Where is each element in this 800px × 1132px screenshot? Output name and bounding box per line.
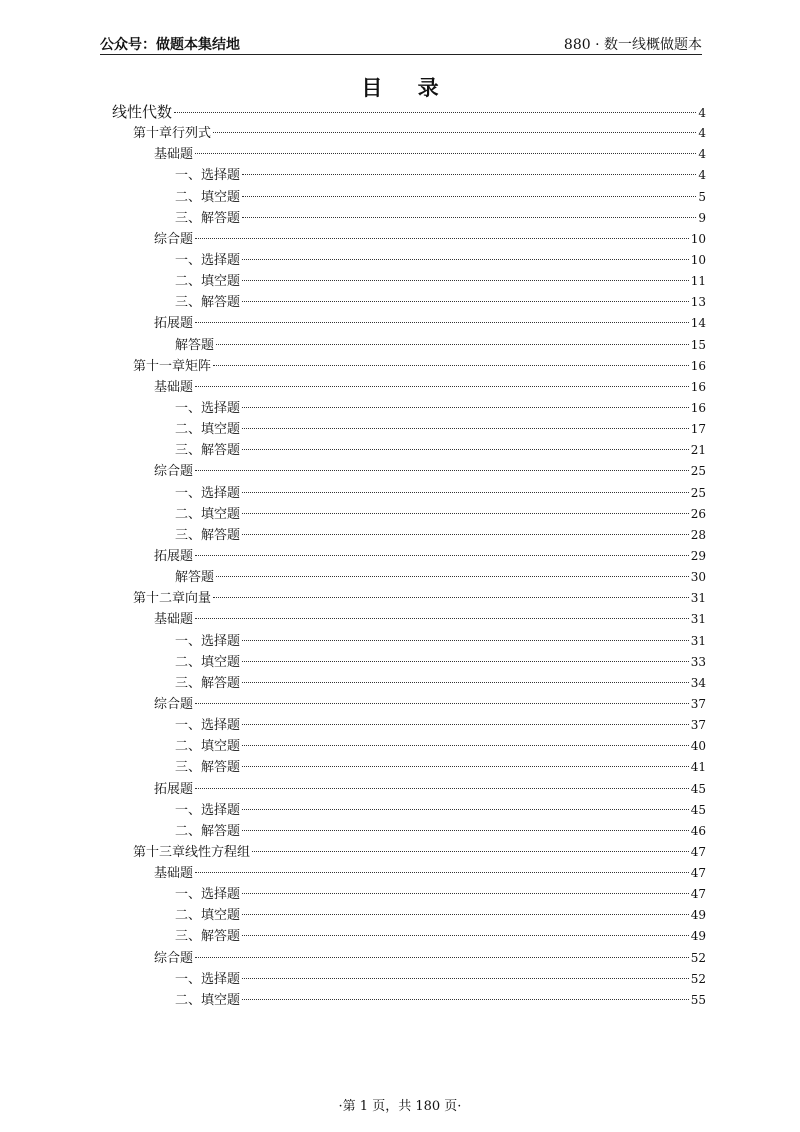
toc-entry-title: 综合题 <box>154 950 194 966</box>
toc-entry-page-number: 37 <box>690 718 706 733</box>
toc-entry-title: 二、填空题 <box>175 739 241 755</box>
dot-leader <box>195 238 689 239</box>
toc-entry[interactable] <box>112 926 706 947</box>
toc-entry-page-number: 31 <box>690 633 706 648</box>
toc-entry-page-number: 31 <box>690 612 706 627</box>
toc-entry[interactable] <box>112 652 706 673</box>
toc-entry-title: 二、填空题 <box>175 274 241 290</box>
toc-entry-title: 三、解答题 <box>175 443 241 459</box>
toc-entry-title: 综合题 <box>154 231 194 247</box>
toc-entry[interactable] <box>112 609 706 630</box>
dot-leader <box>242 640 689 641</box>
toc-entry[interactable] <box>112 229 706 250</box>
toc-entry-page-number: 45 <box>690 781 706 796</box>
dot-leader <box>195 322 689 323</box>
toc-entry-title: 三、解答题 <box>175 295 241 311</box>
toc-entry-title: 一、选择题 <box>175 168 241 184</box>
dot-leader <box>242 407 689 408</box>
toc-entry[interactable] <box>112 419 706 440</box>
toc-entry-title: 第十三章线性方程组 <box>133 844 251 860</box>
toc-entry[interactable] <box>112 779 706 800</box>
toc-entry-page-number: 29 <box>690 548 706 563</box>
toc-entry-title: 一、选择题 <box>175 400 241 416</box>
header-left-text: 公众号：做题本集结地 <box>100 37 240 53</box>
toc-entry[interactable] <box>112 694 706 715</box>
toc-entry-page-number: 30 <box>690 570 706 585</box>
toc-entry[interactable] <box>112 905 706 926</box>
dot-leader <box>252 851 689 852</box>
toc-entry-title: 二、填空题 <box>175 908 241 924</box>
toc-entry-page-number: 26 <box>690 506 706 521</box>
toc-entry-page-number: 41 <box>690 760 706 775</box>
toc-entry-title: 二、填空题 <box>175 654 241 670</box>
page-header <box>100 34 702 55</box>
toc-entry[interactable] <box>112 715 706 736</box>
toc-entry[interactable] <box>112 165 706 186</box>
dot-leader <box>213 365 689 366</box>
toc-entry-title: 一、选择题 <box>175 633 241 649</box>
toc-entry-title: 一、选择题 <box>175 887 241 903</box>
toc-entry-page-number: 21 <box>690 443 706 458</box>
toc-entry[interactable] <box>112 102 706 123</box>
toc-entry-page-number: 4 <box>698 168 706 183</box>
toc-entry[interactable] <box>112 673 706 694</box>
toc-entry-title: 三、解答题 <box>175 675 241 691</box>
toc-entry-page-number: 25 <box>690 485 706 500</box>
dot-leader <box>242 301 689 302</box>
toc-entry-page-number: 25 <box>690 464 706 479</box>
toc-entry-page-number: 15 <box>690 337 706 352</box>
toc-entry-title: 基础题 <box>154 147 194 163</box>
toc-entry-page-number: 13 <box>690 295 706 310</box>
dot-leader <box>195 555 689 556</box>
toc-entry-page-number: 33 <box>690 654 706 669</box>
dot-leader <box>242 196 696 197</box>
toc-entry-page-number: 55 <box>690 992 706 1007</box>
toc-entry-page-number: 16 <box>690 358 706 373</box>
toc-entry[interactable] <box>112 271 706 292</box>
toc-entry-title: 二、填空题 <box>175 506 241 522</box>
dot-leader <box>242 217 696 218</box>
toc-entry-title: 线性代数 <box>112 103 173 121</box>
toc-entry-title: 第十二章向量 <box>133 591 212 607</box>
toc-entry-title: 一、选择题 <box>175 718 241 734</box>
dot-leader <box>195 703 689 704</box>
dot-leader <box>242 999 689 1000</box>
toc-entry-title: 二、填空题 <box>175 422 241 438</box>
toc-entry[interactable] <box>112 208 706 229</box>
toc-entry[interactable] <box>112 567 706 588</box>
toc-entry[interactable] <box>112 292 706 313</box>
toc-entry-page-number: 10 <box>690 252 706 267</box>
dot-leader <box>242 492 689 493</box>
dot-leader <box>242 809 689 810</box>
page-title: 目 录 <box>361 75 453 100</box>
toc-entry-page-number: 47 <box>690 844 706 859</box>
toc-entry-title: 一、选择题 <box>175 971 241 987</box>
dot-leader <box>242 978 689 979</box>
toc-entry[interactable] <box>112 588 706 609</box>
toc-entry[interactable] <box>112 525 706 546</box>
toc-entry-title: 基础题 <box>154 612 194 628</box>
toc-entry[interactable] <box>112 398 706 419</box>
dot-leader <box>242 428 689 429</box>
toc-entry-page-number: 37 <box>690 696 706 711</box>
dot-leader <box>242 893 689 894</box>
dot-leader <box>242 280 689 281</box>
toc-entry-title: 拓展题 <box>154 316 194 332</box>
toc-entry-title: 基础题 <box>154 379 194 395</box>
toc-entry[interactable] <box>112 969 706 990</box>
toc-entry[interactable] <box>112 187 706 208</box>
toc-entry[interactable] <box>112 948 706 969</box>
toc-entry-title: 综合题 <box>154 696 194 712</box>
toc-entry-title: 拓展题 <box>154 548 194 564</box>
toc-entry[interactable] <box>112 313 706 334</box>
dot-leader <box>242 174 696 175</box>
dot-leader <box>195 153 696 154</box>
toc-entry-page-number: 49 <box>690 908 706 923</box>
toc-entry[interactable] <box>112 440 706 461</box>
toc-entry-page-number: 4 <box>698 147 706 162</box>
dot-leader <box>242 830 689 831</box>
toc-entry-title: 综合题 <box>154 464 194 480</box>
dot-leader <box>242 682 689 683</box>
toc-entry-title: 第十章行列式 <box>133 126 212 142</box>
toc-entry-page-number: 9 <box>698 210 706 225</box>
dot-leader <box>242 724 689 725</box>
toc-entry-page-number: 31 <box>690 591 706 606</box>
toc-entry-page-number: 4 <box>698 106 706 120</box>
toc-entry-page-number: 52 <box>690 971 706 986</box>
toc-entry-page-number: 28 <box>690 527 706 542</box>
toc-entry-page-number: 11 <box>690 274 706 289</box>
toc-entry[interactable] <box>112 736 706 757</box>
toc-entry-title: 三、解答题 <box>175 527 241 543</box>
toc-entry[interactable] <box>112 546 706 567</box>
toc-entry-page-number: 4 <box>698 126 706 141</box>
dot-leader <box>242 513 689 514</box>
toc-entry-page-number: 34 <box>690 675 706 690</box>
toc-entry[interactable] <box>112 800 706 821</box>
toc-entry-title: 第十一章矩阵 <box>133 358 212 374</box>
dot-leader <box>195 872 689 873</box>
toc-entry[interactable] <box>112 821 706 842</box>
toc-entry-page-number: 47 <box>690 887 706 902</box>
toc-entry-page-number: 45 <box>690 802 706 817</box>
dot-leader <box>195 386 689 387</box>
dot-leader <box>195 788 689 789</box>
toc-entry-page-number: 49 <box>690 929 706 944</box>
dot-leader <box>216 576 689 577</box>
dot-leader <box>213 132 696 133</box>
toc-entry[interactable] <box>112 461 706 482</box>
toc-entry[interactable] <box>112 842 706 863</box>
toc-entry[interactable] <box>112 356 706 377</box>
toc-entry-title: 一、选择题 <box>175 252 241 268</box>
toc-entry-page-number: 14 <box>690 316 706 331</box>
toc-entry-title: 拓展题 <box>154 781 194 797</box>
toc-entry-page-number: 52 <box>690 950 706 965</box>
table-of-contents <box>112 102 706 1011</box>
dot-leader <box>242 766 689 767</box>
toc-entry-title: 解答题 <box>175 337 215 353</box>
toc-entry-page-number: 16 <box>690 400 706 415</box>
dot-leader <box>195 618 689 619</box>
toc-entry-title: 三、解答题 <box>175 929 241 945</box>
toc-entry[interactable] <box>112 990 706 1011</box>
dot-leader <box>242 259 689 260</box>
dot-leader <box>242 449 689 450</box>
toc-entry-page-number: 17 <box>690 422 706 437</box>
toc-entry[interactable] <box>112 250 706 271</box>
toc-entry[interactable] <box>112 483 706 504</box>
toc-entry-title: 三、解答题 <box>175 210 241 226</box>
toc-entry-title: 二、解答题 <box>175 823 241 839</box>
toc-entry[interactable] <box>112 504 706 525</box>
dot-leader <box>213 597 689 598</box>
page-footer: ·第 1 页，共 180 页· <box>338 1099 462 1114</box>
toc-entry[interactable] <box>112 335 706 356</box>
toc-entry-page-number: 47 <box>690 866 706 881</box>
dot-leader <box>242 914 689 915</box>
toc-entry[interactable] <box>112 757 706 778</box>
toc-entry[interactable] <box>112 884 706 905</box>
dot-leader <box>174 112 696 113</box>
toc-entry-page-number: 46 <box>690 823 706 838</box>
dot-leader <box>216 344 689 345</box>
dot-leader <box>242 661 689 662</box>
header-right-text: 880 · 数一线概做题本 <box>563 37 702 53</box>
dot-leader <box>195 470 689 471</box>
toc-entry-title: 解答题 <box>175 570 215 586</box>
dot-leader <box>242 935 689 936</box>
toc-entry[interactable] <box>112 863 706 884</box>
toc-entry[interactable] <box>112 377 706 398</box>
dot-leader <box>242 745 689 746</box>
toc-entry-title: 一、选择题 <box>175 485 241 501</box>
toc-entry-page-number: 5 <box>698 189 706 204</box>
toc-entry-page-number: 40 <box>690 739 706 754</box>
toc-entry-title: 二、填空题 <box>175 189 241 205</box>
dot-leader <box>242 534 689 535</box>
toc-entry-title: 二、填空题 <box>175 992 241 1008</box>
toc-entry-title: 一、选择题 <box>175 802 241 818</box>
toc-entry-title: 三、解答题 <box>175 760 241 776</box>
toc-entry[interactable] <box>112 631 706 652</box>
toc-entry-page-number: 10 <box>690 231 706 246</box>
toc-entry[interactable] <box>112 123 706 144</box>
toc-entry-title: 基础题 <box>154 866 194 882</box>
toc-entry-page-number: 16 <box>690 379 706 394</box>
toc-entry[interactable] <box>112 144 706 165</box>
dot-leader <box>195 957 689 958</box>
